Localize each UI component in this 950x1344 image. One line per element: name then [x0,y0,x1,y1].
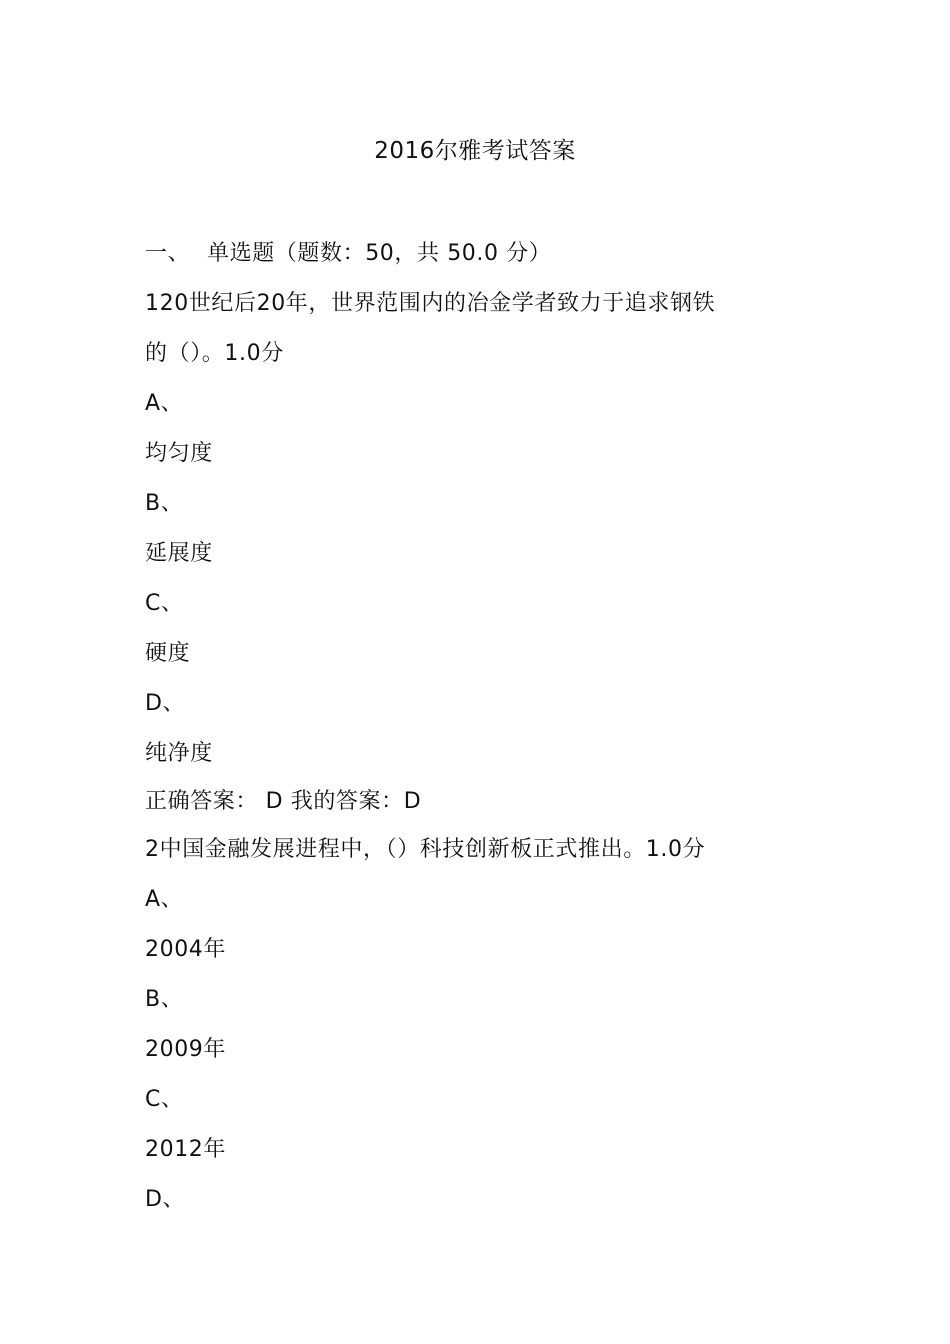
question-2-option-b-letter: B、 [145,987,184,1012]
question-1-option-a-text: 均匀度 [145,441,213,466]
question-2-option-a-letter: A、 [145,887,184,912]
section-heading [145,229,825,279]
question-2-option-c-text: 2012年 [145,1137,226,1162]
section-label: 单选题（题数：50，共 50.0 分） [207,241,552,266]
section-number: 一、 [145,241,191,266]
question-1-option-a-letter: A、 [145,391,184,416]
document-title: 2016尔雅考试答案 [374,138,576,164]
question-1-answer: 正确答案： D 我的答案：D [145,789,422,814]
question-2-option-c-letter: C、 [145,1087,184,1112]
document-body [145,229,825,1225]
question-1-option-d-text: 纯净度 [145,741,213,766]
question-2-option-a-text: 2004年 [145,937,226,962]
question-1-option-b-text: 延展度 [145,541,213,566]
question-2-stem-line-1: 2中国金融发展进程中，（）科技创新板正式推出。1.0分 [145,837,706,862]
question-1-stem-line-2: 的（）。1.0分 [145,341,284,366]
question-1-option-c-letter: C、 [145,591,184,616]
question-2-option-b-text: 2009年 [145,1037,226,1062]
question-1-option-d-letter: D、 [145,691,186,716]
question-1-option-b-letter: B、 [145,491,184,516]
question-1-stem-line-1: 120世纪后20年，世界范围内的冶金学者致力于追求钢铁 [145,291,716,316]
question-2-option-d-letter: D、 [145,1187,186,1212]
question-1-option-c-text: 硬度 [145,641,191,666]
